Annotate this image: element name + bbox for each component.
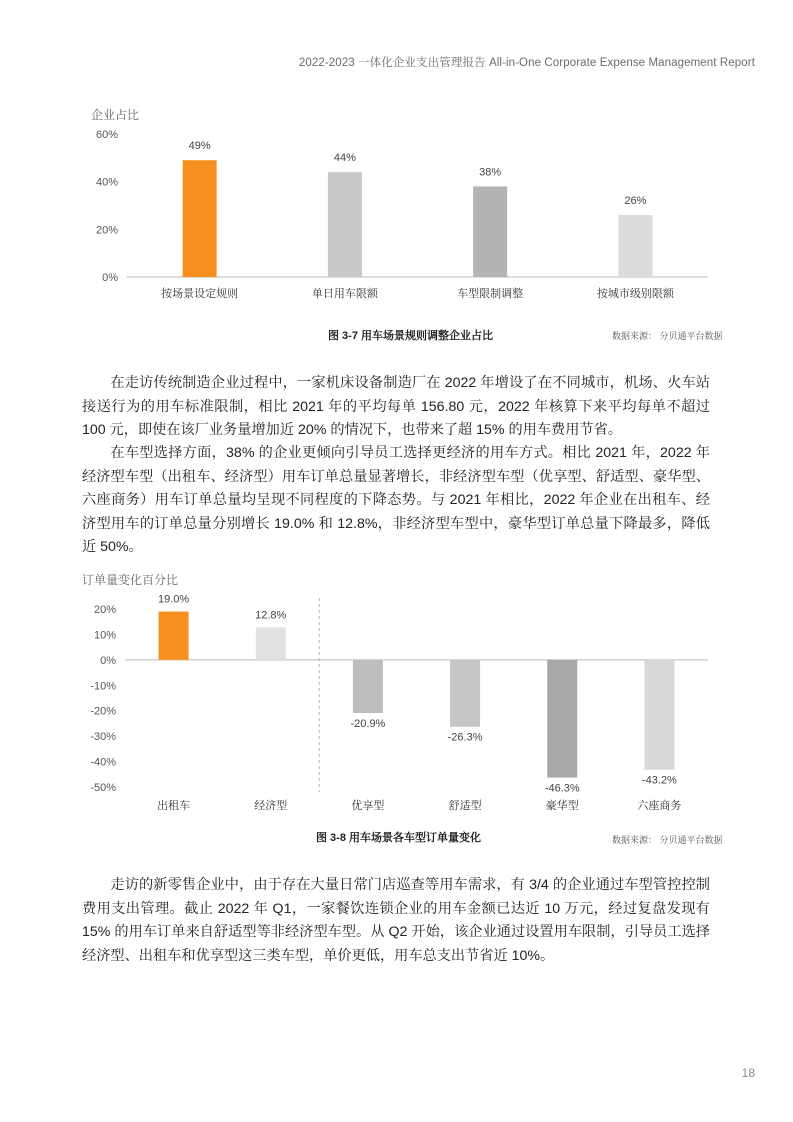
paragraph-2: 在车型选择方面，38% 的企业更倾向引导员工选择更经济的用车方式。相比 2021 年，2022 年经济型车型（出租车、经济型）用车订单总量显著增长，非经济型车型（优享型、舒适型、豪华型、六座商务）用车订单总量均呈现不同程度的下降态势。与 2021 年相比，2022 年企业在出租车、经济型用车的订单总量分别增长 19.0% 和 12.8%，非经济型车型中，豪华型订单总量下降最多，降低近 50%。 bbox=[82, 445, 710, 556]
report-header: 2022-2023 一体化企业支出管理报告 All-in-One Corporate Expense Management Report bbox=[298, 57, 755, 69]
data-label: 26% bbox=[624, 195, 647, 208]
bar bbox=[256, 627, 286, 660]
x-tick-label: 六座商务 bbox=[637, 800, 682, 812]
y-tick-label: -40% bbox=[90, 756, 116, 769]
data-label: 38% bbox=[479, 166, 502, 179]
data-label: 44% bbox=[333, 152, 356, 165]
paragraph-1: 在走访传统制造企业过程中，一家机床设备制造厂在 2022 年增设了在不同城市，机场、火车站接送行为的用车标准限制，相比 2021 年的平均每单 156.80 元，2022 年核算下来平均每单不超过 100 元，即使在该厂业务量增加近 20% 的情况下，也带来了超 15% 的用车费用节省。 bbox=[82, 375, 710, 439]
figure2-caption: 图 3-8 用车场景各车型订单量变化 bbox=[316, 832, 482, 844]
y-tick-label: -10% bbox=[90, 680, 116, 693]
data-label: -20.9% bbox=[350, 718, 386, 731]
data-label: -43.2% bbox=[641, 774, 677, 787]
figure2-source: 数据来源： 分贝通平台数据 bbox=[612, 835, 723, 845]
x-tick-label: 经济型 bbox=[254, 800, 288, 812]
x-tick-label: 优享型 bbox=[351, 800, 385, 812]
x-tick-label: 按城市级别限额 bbox=[596, 288, 674, 300]
bar bbox=[644, 660, 674, 770]
y-tick-label: -30% bbox=[90, 731, 116, 744]
y-tick-label: 10% bbox=[93, 629, 116, 642]
data-label: 49% bbox=[188, 140, 211, 153]
page-number: 18 bbox=[741, 1066, 755, 1080]
bar bbox=[353, 660, 383, 713]
paragraph-3: 走访的新零售企业中，由于存在大量日常门店巡查等用车需求，有 3/4 的企业通过车型管控控制费用支出管理。截止 2022 年 Q1，一家餐饮连锁企业的用车金额已达近 10 万元，经过复盘发现有 15% 的用车订单来自舒适型等非经济型车型。从 Q2 开始，该企业通过设置用车限制，引导员工选择经济型、出租车和优享型这三类车型，单价更低，用车总支出节省近 10%。 bbox=[82, 877, 710, 964]
figure1-source: 数据来源： 分贝通平台数据 bbox=[612, 331, 723, 341]
y-tick-label: -20% bbox=[90, 705, 116, 718]
y-tick-label: 20% bbox=[95, 224, 118, 237]
y-tick-label: 0% bbox=[100, 654, 116, 667]
bar bbox=[450, 660, 480, 727]
data-label: -26.3% bbox=[447, 731, 483, 744]
y-tick-label: 0% bbox=[102, 272, 118, 284]
data-label: 12.8% bbox=[255, 609, 287, 622]
x-tick-label: 豪华型 bbox=[545, 800, 579, 812]
x-tick-label: 舒适型 bbox=[448, 800, 482, 812]
figure1-caption: 图 3-7 用车场景规则调整企业占比 bbox=[328, 330, 494, 342]
y-tick-label: 20% bbox=[93, 604, 116, 616]
bar bbox=[547, 660, 577, 778]
y-tick-label: -50% bbox=[90, 782, 116, 794]
data-label: -46.3% bbox=[544, 782, 580, 795]
y-axis-title: 订单量变化百分比 bbox=[82, 573, 179, 587]
y-tick-label: 60% bbox=[95, 129, 118, 141]
bar bbox=[159, 612, 189, 660]
y-axis-title: 企业占比 bbox=[91, 108, 140, 122]
data-label: 19.0% bbox=[157, 593, 190, 606]
x-tick-label: 按场景设定规则 bbox=[161, 288, 239, 300]
y-tick-label: 40% bbox=[95, 176, 118, 189]
x-tick-label: 单日用车限额 bbox=[311, 288, 378, 300]
x-tick-label: 车型限制调整 bbox=[457, 288, 524, 300]
x-tick-label: 出租车 bbox=[157, 800, 191, 812]
